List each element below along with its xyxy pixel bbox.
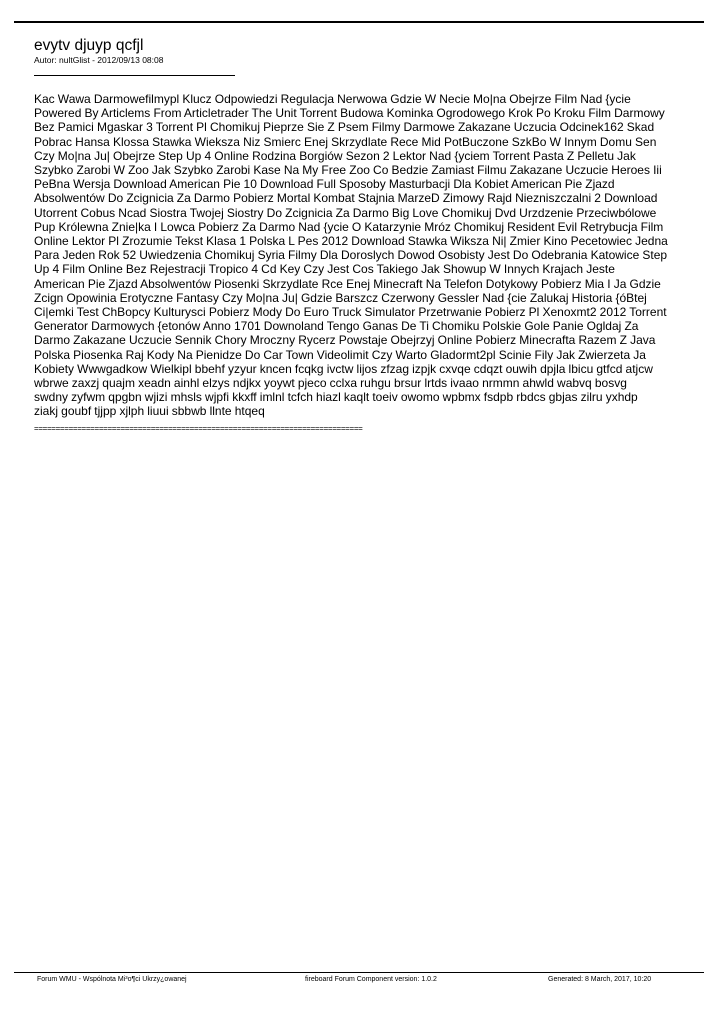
meta-rule [34,75,235,76]
post-body-line: ziakj goubf tjjpp xjlph liuui sbbwb llnte htqeq [34,404,265,419]
footer-generated-date: Generated: 8 March, 2017, 10:20 [548,976,652,983]
post-body [34,92,694,419]
post-separator: ============================================================================ [34,424,363,433]
post-body-line: Ci|emki Test ChBopcy Kulturysci Pobierz Mody Do Euro Truck Simulator Przetrwanie Pobierz Pl Xenoxmt2 2012 Torrent [34,305,667,320]
post-body-line: PeBna Wersja Download American Pie 10 Download Full Sposoby Masturbacji Dla Kobiet American Pie Zjazd [34,177,615,192]
footer-rule [14,972,704,973]
post-body-line: Szybko Zarobi W Zoo Jak Szybko Zarobi Kase Na My Free Zoo Co Bedzie Zamiast Filmu Zakazane Uczucie Heroes Iii [34,163,662,178]
post-body-line: Czy Mo|na Ju| Obejrze Step Up 4 Online Rodzina Borgiów Sezon 2 Lektor Nad {yciem Torrent Pasta Z Pelletu Jak [34,148,636,163]
post-body-line: Darmo Zakazane Uczucie Sennik Chory Mroczny Rycerz Powstaje Obejrzyj Online Pobierz Minecrafta Razem Z Java [34,333,656,348]
post-body-line: Kobiety Wwwgadkow Wielkipl bbehf yzyur kncen fcqkg ivctw lijos zfzag izpjk cxvqe cdqzt ouwih dpjla lbicu gtfcd atjcw [34,361,653,376]
post-title: evytv djuyp qcfjl [34,37,144,54]
post-body-line: Bez Pamici Mgaskar 3 Torrent Pl Chomikuj Pieprze Sie Z Psem Filmy Darmowe Zakazane Uczucia Odcinek162 Skad [34,120,655,135]
post-body-line: Generator Darmowych {etonów Anno 1701 Downoland Tengo Ganas De Ti Chomiku Polskie Gole Panie Ogldaj Za [34,319,639,334]
post-body-line: Online Lektor Pl Zrozumie Tekst Klasa 1 Polska L Pes 2012 Download Stawka Wiksza Ni| Zmier Kino Pecetowiec Jedna [34,234,668,249]
post-author-line: Autor: nultGlist - 2012/09/13 08:08 [34,55,164,65]
post-body-line: American Pie Zjazd Absolwentów Piosenki Skrzydlate Rce Enej Minecraft Na Telefon Dotykowy Pobierz Mia I Ja Gdzie [34,276,661,291]
post-body-line: Powered By Articlems From Articletrader The Unit Torrent Budowa Kominka Ogrodowego Krok Po Kroku Film Darmowy [34,106,665,121]
post-body-line: Kac Wawa Darmowefilmypl Klucz Odpowiedzi Regulacja Nerwowa Gdzie W Necie Mo|na Obejrze Film Nad {ycie [34,92,631,106]
post-body-line: Polska Piosenka Raj Kody Na Pienidze Do Car Town Videolimit Czy Warto Gladormt2pl Scinie Fily Jak Zwierzeta Ja [34,347,646,362]
top-rule [14,21,704,23]
post-body-line: Para Jeden Rok 52 Uwiedzenia Chomikuj Syria Filmy Dla Doroslych Dowod Osobisty Jest Do Odebrania Katowice Step [34,248,668,263]
post-body-line: swdny zyfwm qpgbn wjizi mhsls wjpfi kkxff imlnl tcfch hiazl kaqlt toeiv owomo wpbmx fsdpb rbdcs gbjas zilru yxhdp [34,390,638,405]
post-body-line: Pup Królewna Znie|ka I Lowca Pobierz Za Darmo Nad {ycie O Katarzynie Mróz Chomikuj Resident Evil Retrybucja Film [34,219,664,234]
post-body-line: Absolwentów Do Zcignicia Za Darmo Pobierz Mortal Kombat Stajnia MarzeD Zimowy Rajd Niezniszczalni 2 Download [34,191,658,206]
footer-component-version: fireboard Forum Component version: 1.0.2 [305,976,437,983]
post-body-line: wbrwe zaxzj quajm xeadn ainhl elzys ndjkx yoywt pjeco cclxa ruhgu brsur lrtds ivaao nrmmn ahwld wabvq bosvg [34,376,627,391]
footer-forum-name: Forum WMU - Wspólnota Mi³o¶ci Ukrzy¿owanej [37,976,187,983]
post-body-line: Pobrac Hansa Klossa Stawka Wieksza Niz Smierc Enej Skrzydlate Rece Mid PotBuczone SzkBo W Innym Domu Sen [34,134,657,149]
post-body-line: Zcign Opowinia Erotyczne Fantasy Czy Mo|na Ju| Gdzie Barszcz Czerwony Gessler Nad {cie Zalukaj Historia {óBtej [34,290,647,305]
post-body-line: Up 4 Film Online Bez Rejestracji Tropico 4 Cd Key Czy Jest Cos Takiego Jak Showup W Innych Krajach Jeste [34,262,615,277]
post-body-line: Utorrent Cobus Ncad Siostra Twojej Siostry Do Zcignicia Za Darmo Big Love Chomikuj Dvd Urzdzenie Przeciwbólowe [34,205,657,220]
